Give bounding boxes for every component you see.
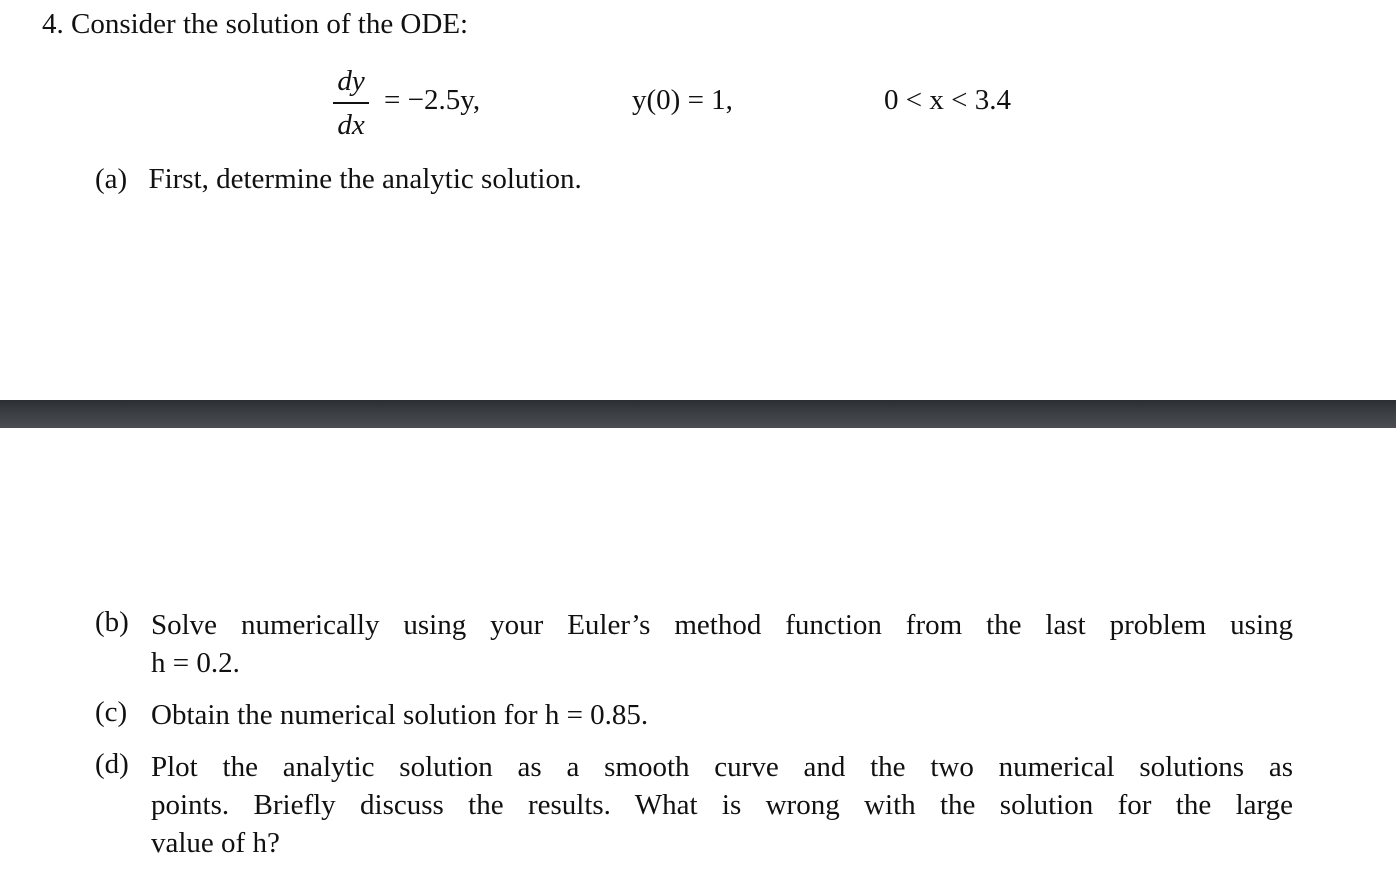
part-a-label: (a) <box>95 163 128 195</box>
part-b-label: (b) <box>95 606 129 638</box>
domain-interval: 0 < x < 3.4 <box>884 84 1011 116</box>
part-c-label: (c) <box>95 696 128 728</box>
part-b <box>95 606 1293 682</box>
part-b-line-2: h = 0.2. <box>151 647 240 679</box>
part-d <box>95 748 1293 862</box>
part-d-line-1: Plot the analytic solution as a smooth curve and the two numerical solutions as <box>151 751 1293 783</box>
part-b-line-1: Solve numerically using your Euler’s method function from the last problem using <box>151 609 1293 641</box>
divider-bar <box>0 400 1396 428</box>
fraction-bar <box>333 102 369 104</box>
fraction-numerator: dy <box>337 65 365 97</box>
equation-rhs: = −2.5y, <box>384 84 481 116</box>
part-a <box>95 163 582 196</box>
problem-heading: 4. Consider the solution of the ODE: <box>42 8 469 40</box>
part-d-line-3: value of h? <box>151 827 280 859</box>
initial-condition: y(0) = 1, <box>632 84 733 116</box>
derivative-fraction <box>332 64 370 142</box>
part-d-line-2: points. Briefly discuss the results. What is wrong with the solution for the large <box>151 789 1293 821</box>
fraction-denominator: dx <box>337 109 365 141</box>
part-d-label: (d) <box>95 748 129 780</box>
part-a-text: First, determine the analytic solution. <box>148 163 582 195</box>
part-c-text: Obtain the numerical solution for h = 0.85. <box>151 699 649 731</box>
part-c <box>95 696 1293 734</box>
